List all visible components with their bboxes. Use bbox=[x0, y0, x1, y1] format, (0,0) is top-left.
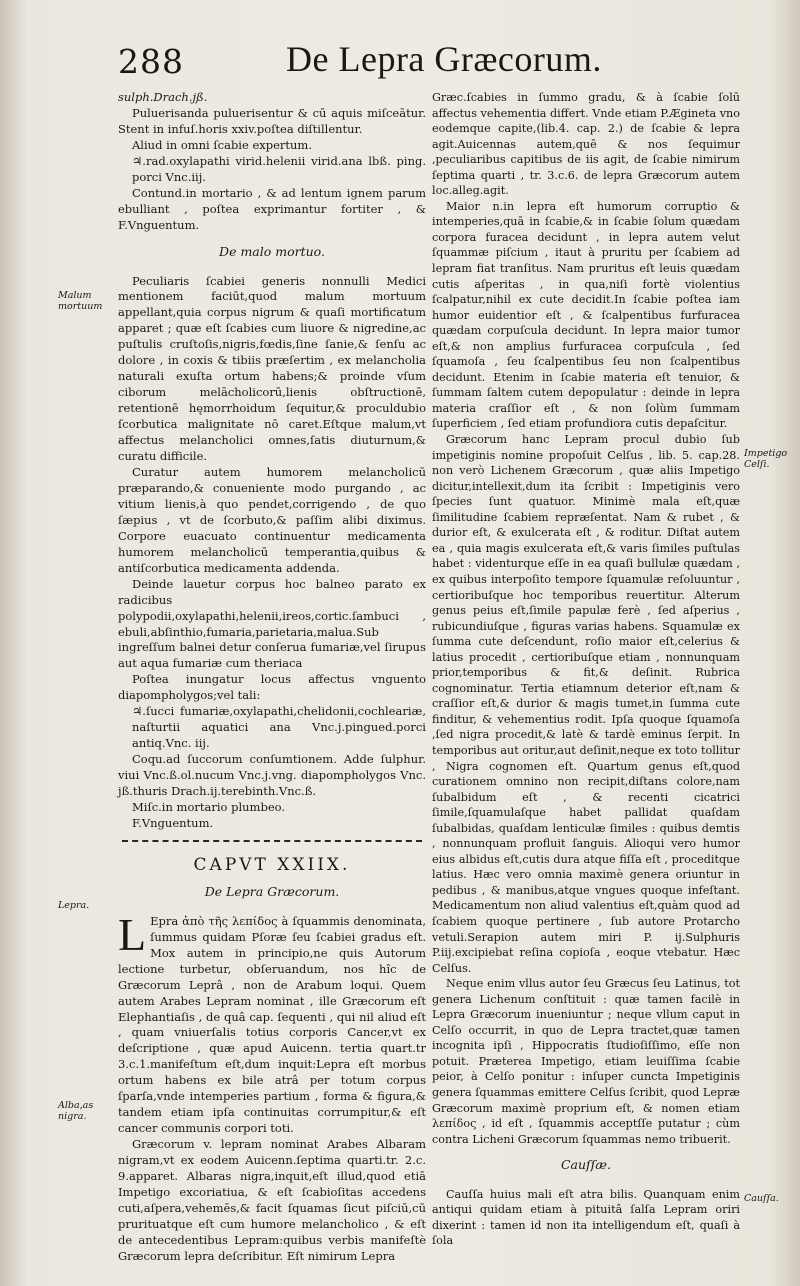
section-heading: Cauſſæ. bbox=[560, 1157, 612, 1173]
paragraph: Contund.in mortario , & ad lentum ignem parum ebulliant , poſtea exprimantur fortiter , & F.Vnguentum. bbox=[118, 185, 426, 232]
margin-note-impetigo-celsi: Impetigo Celſi. bbox=[744, 448, 788, 470]
paragraph: Neque enim vllus autor ſeu Græcus ſeu Latinus, tot genera Lichenum conſtituit : quæ tamen facilè in Lepra Græcorum inueniuntur ; neque vllum caput in Celſo occurrit, in quo de Lepra tractet,quæ tamen incognita ipſi , Hippocratis ſtudioſiſſimo, eſſe non potuit. Præterea Impetigo, etiam leuiſſima ſcabie peior, à Celſo ponitur : inſuper cuncta Impetiginis genera ſquammas emittere Celſus ſcribit, quod Lepræ Græcorum maximè proprium eſt, & nomen etiam λεπίδος , id eſt , ſquammis acceptſſe putatur ; cùm contra Licheni Græcorum ſquammas nemo tribuerit. bbox=[432, 977, 740, 1146]
paragraph: Curatur autem humorem melancholicū præparando,& conueniente modo purgando , ac vitium lienis,à quo pendet,corrigendo , de quo ſæpius , vt de ſcorbuto,& paſſim alibi diximus. Corpore euacuato continuentur medicamenta humorem melancholicū temperantia,quibus & antiſcorbutica medicamenta addenda. bbox=[118, 464, 426, 575]
chapter-heading: CAPVT XXIIX. bbox=[193, 854, 351, 875]
right-column bbox=[432, 90, 740, 1249]
margin-note-alba-nigra: Alba,as nigra. bbox=[58, 1100, 94, 1122]
section-heading: De malo mortuo. bbox=[219, 243, 325, 259]
margin-note-malum-mortuum: Malum mortuum bbox=[58, 290, 103, 312]
paragraph: Maior n.in lepra eſt humorum corruptio & intemperies,quā in ſcabie,& in ſcabie ſolum quædam corpora furacea decidunt , in lepra autem velut ſquammæ piſcium , itaut à pruritu per ſcabiem ad lepram fiat tranſitus. Nam pruritus eſt leuis quædam cutis aſperitas , in qua,niſi fortè violentius ſcalpatur,nihil ex cute decidit.In ſcabie poſtea iam humor euidentior eſt , & ſcalpentibus furfuracea quædam corpuſcula decidunt. In lepra maior tumor eſt,& non amplius furfuracea corpuſcula , ſed ſquamoſa , ſeu ſcalpentibus ſeu non ſcalpentibus decidunt. Etenim in ſcabie materia eſt tenuior, & ſummam ſaltem cutem depopulatur : deinde in lepra materia craſſior eſt , & non ſolùm ſummam ſuperficiem , ſed etiam profundiora cutis depaſcitur. bbox=[432, 199, 740, 431]
page-number: 288 bbox=[118, 42, 184, 81]
recipe-line: ♃.rad.oxylapathi virid.helenii virid.ana lbß. ping. porci Vnc.iij. bbox=[132, 153, 426, 184]
left-column bbox=[118, 90, 426, 1265]
paragraph: sulph.Drach.jß. bbox=[118, 90, 208, 104]
drop-cap-paragraph bbox=[118, 908, 426, 1137]
paragraph: Aliud in omni ſcabie expertum. bbox=[132, 137, 312, 152]
paragraph: Cauſſa huius mali eſt atra bilis. Quanquam enim antiqui quidam etiam à pituitâ ſalſa Lepram oriri dixerint : tamen id non ita intelligendum eſt, quaſi à ſola bbox=[432, 1187, 740, 1248]
paragraph: Græc.ſcabies in ſummo gradu, & à ſcabie ſolū affectus vehementia differt. Vnde etiam P.Ægineta vno eodemque capite,(lib.4. cap. 2.) de ſcabie & lepra agit.Auicennas autem,quē & nos ſequimur ,peculiaribus capitibus de iis agit, de ſcabie nimirum ſeptima quarti , tr. 3.c.6. de lepra Græcorum autem loc.alleg.agit. bbox=[432, 91, 740, 198]
margin-note-caussa: Cauſſa. bbox=[744, 1193, 779, 1204]
drop-cap: L bbox=[118, 908, 147, 960]
paragraph: Græcorum hanc Lepram procul dubio ſub impetiginis nomine propoſuit Celſus , lib. 5. cap.28. non verò Lichenem Græcorum , quæ aliis Impetigo dicitur,intellexit,dum ita ſcribit : Impetiginis vero ſpecies ſunt quatuor. Minimè mala eſt,quæ ſimilitudine ſcabiem repræſentat. Nam & rubet , & durior eſt, & exulcerata eſt , & roditur. Diſtat autem ea , quia magis exulcerata eſt,& varis ſimiles puſtulas habet : videnturque eſſe in ea quaſi bullulæ quædam , ex quibus interpoſito tempore ſquamulæ reſoluuntur , certioribuſque hoc temporibus reuertitur. Alterum genus peius eſt,ſimile papulæ ferè , ſed aſperius , rubicundiuſque , figuras varias habens. Squamulæ ex ſumma cute deſcendunt, roſio maior eſt,celerius & latius procedit , certioribuſque etiam , nonnunquam prior,temporibus & fit,& deſinit. Rubrica cognominatur. Tertia etiamnum deterior eſt,nam & craſſior eſt,& durior & magis tumet,in ſumma cute finditur, & vehementius rodit. Ipſa quoque ſquamoſa ,ſed nigra procedit,& latè & tardè eminus ſerpit. In temporibus aut oritur,aut deſinit,neque ex toto tollitur , Nigra cognomen eſt. Quartum genus eſt,quod curationem omnino non recipit,diſtans colore,nam ſubalbidum eſt , & recenti cicatrici ſimile,ſquamulaſque habet pallidat quaſdam ſubalbidas, quaſdam lenticulæ ſimiles : quibus demtis , nonnunquam profluit ſanguis. Alioqui vero humor eius albidus eſt,cutis dura atque fiſſa eſt , proceditque latius. Hæc vero omnia maximè genera oriuntur in pedibus , & manibus,atque vngues quoque infeſtant. Medicamentum non aliud valentius eſt,quàm quod ad ſcabiem quoque pertinere , ſub autore Protarcho vetuli.Serapion autem miri P. ij.Sulphuris P.iij.excipiebat reſina copioſa , eoque vtebatur. Hæc Celſus. bbox=[432, 433, 740, 975]
paragraph: Deinde lauetur corpus hoc balneo parato ex radicibus polypodii,oxylapathi,helenii,ireos,cortic.ſambuci , ebuli,abſinthio,fumaria,parietaria,malua.Sub ingreſſum balnei detur conſerua fumariæ,vel ſirupus aut aqua fumariæ cum theriaca bbox=[118, 576, 426, 671]
chapter-subheading: De Lepra Græcorum. bbox=[204, 883, 340, 899]
recipe-line: ♃.ſucci fumariæ,oxylapathi,chelidonii,cochleariæ, naſturtii aquatici ana Vnc.j.pingued.porci antiq.Vnc. iij. bbox=[132, 704, 426, 751]
page-header bbox=[118, 38, 738, 88]
margin-note-lepra: Lepra. bbox=[58, 900, 90, 911]
paragraph: Puluerisanda puluerisentur & cū aquis miſceātur. Stent in infuſ.horis xxiv.poſtea diſtillentur. bbox=[118, 105, 426, 136]
paragraph: Græcorum v. lepram nominat Arabes Albaram nigram,vt ex eodem Auicenn.ſeptima quarti.tr. 2.c. 9.apparet. Albaras nigra,inquit,eſt illud,quod etiā Impetigo excoriatiua, & eſt ſcabioſitas accedens cuti,aſpera,vehemēs,& facit ſquamas ſicut piſciū,cū prurituatque eſt cum humore melancholico , & eſt de antecedentibus Lepram:quibus verbis manifeſtè Græcorum lepra deſcribitur. Eſt nimirum Lepra bbox=[118, 1137, 426, 1263]
paragraph: F.Vnguentum. bbox=[132, 815, 214, 830]
paragraph: Coqu.ad ſuccorum conſumtionem. Adde ſulphur. viui Vnc.ß.ol.nucum Vnc.j.vng. diapompholygos Vnc. jß.thuris Drach.ij.terebinth.Vnc.ß. bbox=[118, 752, 426, 799]
paragraph: Peculiaris ſcabiei generis nonnulli Medici mentionem faciūt,quod malum mortuum appellant,quia corpus nigrum & quaſi mortificatum apparet ; quæ eſt ſcabies cum liuore & nigredine,ac puſtulis cruſtoſis,nigris,fœdis,ſine ſanie,& ſenſu ac dolore , in coxis & tibiis præſertim , ex melancholia naturali exuſta ortum habens;& proinde vſum ciborum melācholicorū,lienis obſtructionē, retentionē hęmorrhoidum ſequitur,& proculdubio ſcorbutica malignitate nō caret.Eſtque malum,vt affectus melancholici omnes,ſatis diuturnum,& curatu difficile. bbox=[118, 273, 426, 464]
paragraph: Miſc.in mortario plumbeo. bbox=[132, 799, 285, 814]
paragraph: Epra ἀπὸ τῆς λεπίδος à ſquammis denominata, ſummus quidam Pſoræ ſeu ſcabiei gradus eſt. Mox autem in principio,ne quis Autorum lectione turbetur, obſeruandum, nos hîc de Græcorum Leprâ , non de Arabum loqui. Quem autem Arabes Lepram nominat , ille Græcorum eſt Elephantiaſis , de quâ cap. ſequenti , qui nil aliud eſt , quam vniuerſalis totius corporis Cancer,vt ex deſcriptione , quæ apud Auicenn. tertia quart.tr 3.c.1.manifeſtum eſt,dum inquit:Lepra eſt morbus ortum habens ex bile atrâ per totum corpus ſparſa,vnde intemperies partium , forma & figura,& tandem etiam ipſa continuitas corrumpitur,& eſt cancer communis corpori toti. bbox=[118, 913, 426, 1136]
section-divider bbox=[122, 840, 422, 848]
running-title: De Lepra Græcorum. bbox=[286, 39, 602, 79]
paragraph: Poſtea inungatur locus affectus vnguento diapompholygos;vel tali: bbox=[118, 672, 426, 703]
